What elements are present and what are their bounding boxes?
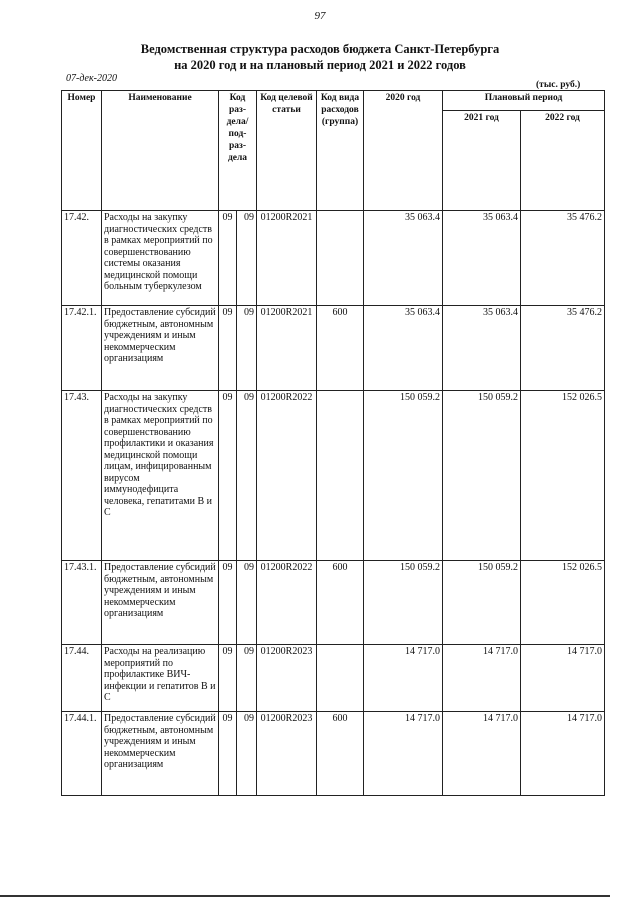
header-planned-period: Плановый период	[443, 91, 605, 111]
cell-expense-type	[317, 391, 364, 561]
cell-name: Предоставление субсидий бюджетным, автономным учреждениям и иным некоммерческим организациям	[102, 306, 219, 391]
document-subtitle: на 2020 год и на плановый период 2021 и 2022 годов	[174, 58, 466, 72]
header-year-2022: 2022 год	[521, 111, 605, 211]
report-date: 07-дек-2020	[66, 73, 117, 84]
cell-target-code: 01200R2022	[257, 561, 317, 645]
cell-expense-type: 600	[317, 306, 364, 391]
cell-section: 09	[219, 391, 237, 561]
table-row	[62, 712, 605, 796]
cell-name: Предоставление субсидий бюджетным, автономным учреждениям и иным некоммерческим организациям	[102, 561, 219, 645]
cell-amount-2021: 150 059.2	[443, 391, 521, 561]
cell-number: 17.42.1.	[62, 306, 102, 391]
header-number: Номер	[62, 91, 102, 211]
cell-target-code: 01200R2023	[257, 712, 317, 796]
cell-name: Предоставление субсидий бюджетным, автономным учреждениям и иным некоммерческим организациям	[102, 712, 219, 796]
header-target-code: Код целевой статьи	[257, 91, 317, 211]
cell-section: 09	[219, 712, 237, 796]
cell-expense-type: 600	[317, 561, 364, 645]
cell-amount-2020: 150 059.2	[364, 391, 443, 561]
header-year-2020: 2020 год	[364, 91, 443, 211]
cell-name: Расходы на реализацию мероприятий по профилактике ВИЧ-инфекции и гепатитов В и С	[102, 645, 219, 712]
table-row	[62, 645, 605, 712]
cell-target-code: 01200R2021	[257, 306, 317, 391]
cell-amount-2020: 35 063.4	[364, 211, 443, 306]
cell-amount-2021: 150 059.2	[443, 561, 521, 645]
cell-subsection: 09	[237, 211, 257, 306]
cell-amount-2021: 35 063.4	[443, 306, 521, 391]
cell-amount-2022: 14 717.0	[521, 712, 605, 796]
cell-section: 09	[219, 306, 237, 391]
cell-section: 09	[219, 211, 237, 306]
cell-amount-2022: 152 026.5	[521, 391, 605, 561]
table-row	[62, 211, 605, 306]
header-name: Наименование	[102, 91, 219, 211]
cell-subsection: 09	[237, 561, 257, 645]
cell-target-code: 01200R2021	[257, 211, 317, 306]
header-row	[62, 91, 605, 111]
cell-subsection: 09	[237, 712, 257, 796]
table-row	[62, 561, 605, 645]
cell-number: 17.43.1.	[62, 561, 102, 645]
cell-expense-type	[317, 645, 364, 712]
cell-amount-2020: 35 063.4	[364, 306, 443, 391]
cell-subsection: 09	[237, 306, 257, 391]
cell-subsection: 09	[237, 391, 257, 561]
cell-amount-2022: 14 717.0	[521, 645, 605, 712]
header-expense-type-code: Код вида расходов (группа)	[317, 91, 364, 211]
cell-number: 17.42.	[62, 211, 102, 306]
cell-name: Расходы на закупку диагностических средств в рамках мероприятий по совершенствованию системы оказания медицинской помощи больным туберкулезом	[102, 211, 219, 306]
table-row	[62, 391, 605, 561]
cell-name: Расходы на закупку диагностических средств в рамках мероприятий по совершенствованию профилактики и оказания медицинской помощи лицам, инфицированным вирусом иммунодефицита человека, гепатитами В и С	[102, 391, 219, 561]
cell-amount-2022: 35 476.2	[521, 211, 605, 306]
units-label: (тыс. руб.)	[536, 80, 581, 90]
cell-target-code: 01200R2022	[257, 391, 317, 561]
cell-expense-type	[317, 211, 364, 306]
cell-amount-2021: 14 717.0	[443, 712, 521, 796]
cell-amount-2020: 150 059.2	[364, 561, 443, 645]
table-body	[62, 211, 605, 796]
header-year-2021: 2021 год	[443, 111, 521, 211]
cell-amount-2022: 35 476.2	[521, 306, 605, 391]
cell-amount-2022: 152 026.5	[521, 561, 605, 645]
cell-amount-2020: 14 717.0	[364, 645, 443, 712]
table-row	[62, 306, 605, 391]
document-title: Ведомственная структура расходов бюджета Санкт-Петербурга	[140, 42, 500, 56]
budget-table	[61, 90, 605, 796]
cell-section: 09	[219, 561, 237, 645]
cell-number: 17.43.	[62, 391, 102, 561]
cell-amount-2021: 35 063.4	[443, 211, 521, 306]
header-section-code: Код раз-дела/ под-раз-дела	[219, 91, 257, 211]
cell-expense-type: 600	[317, 712, 364, 796]
cell-amount-2021: 14 717.0	[443, 645, 521, 712]
page-number: 97	[314, 10, 326, 22]
cell-amount-2020: 14 717.0	[364, 712, 443, 796]
cell-section: 09	[219, 645, 237, 712]
bottom-divider	[0, 895, 610, 897]
cell-number: 17.44.1.	[62, 712, 102, 796]
cell-subsection: 09	[237, 645, 257, 712]
cell-number: 17.44.	[62, 645, 102, 712]
cell-target-code: 01200R2023	[257, 645, 317, 712]
